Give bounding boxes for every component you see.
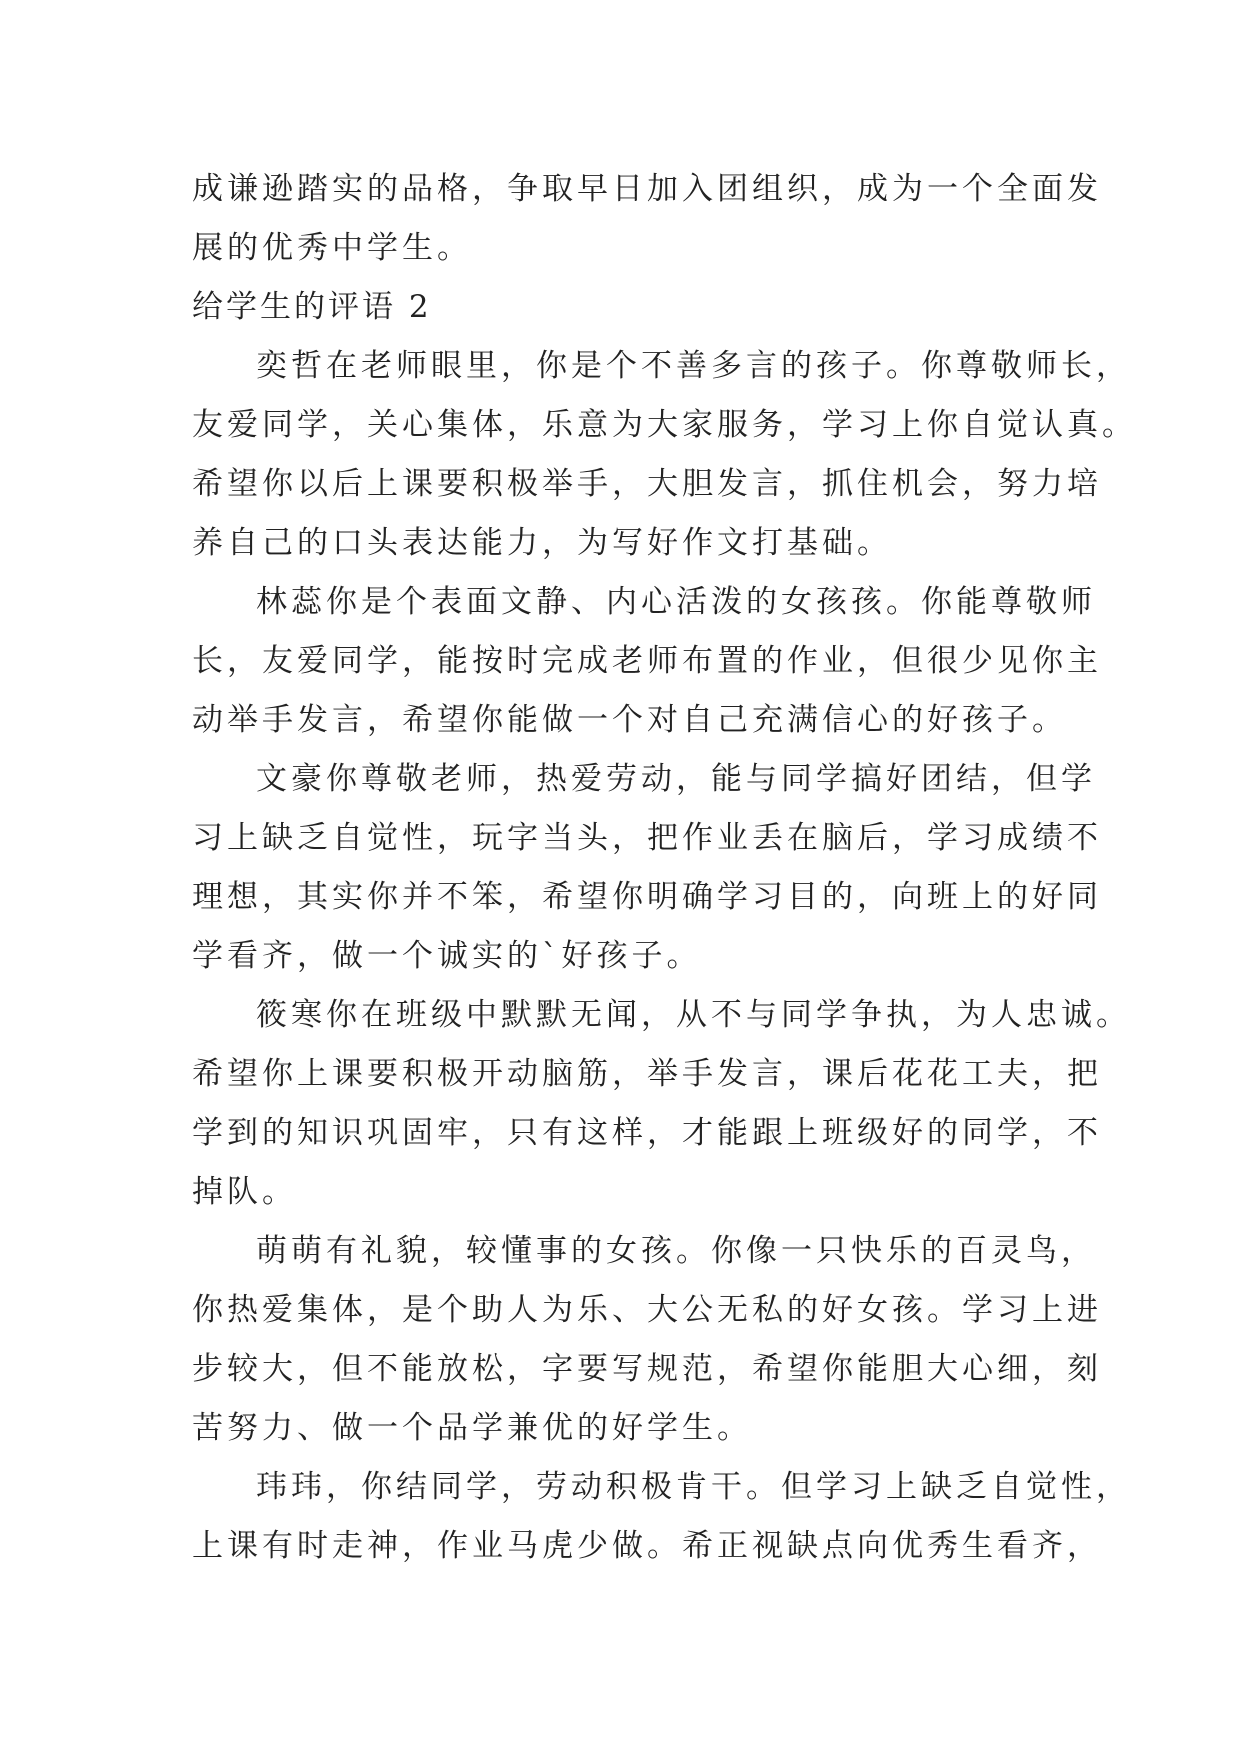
- text-line: 学看齐，做一个诚实的`好孩子。: [192, 938, 702, 974]
- text-line: 成谦逊踏实的品格，争取早日加入团组织，成为一个全面发: [192, 171, 1102, 207]
- comment-paragraph-5: [192, 1222, 1102, 1458]
- text-line: 掉队。: [192, 1174, 297, 1210]
- text-line: 希望你上课要积极开动脑筋，举手发言，课后花花工夫，把: [192, 1056, 1102, 1092]
- text-line: 理想，其实你并不笨，希望你明确学习目的，向班上的好同: [192, 879, 1102, 915]
- text-line: 奕哲在老师眼里，你是个不善多言的孩子。你尊敬师长，: [256, 348, 1131, 384]
- comment-paragraph-3: [192, 750, 1102, 986]
- text-line: 萌萌有礼貌，较懂事的女孩。你像一只快乐的百灵鸟，: [256, 1233, 1096, 1269]
- text-line: 养自己的口头表达能力，为写好作文打基础。: [192, 525, 892, 561]
- comment-paragraph-4: [192, 986, 1131, 1222]
- text-line: 希望你以后上课要积极举手，大胆发言，抓住机会，努力培: [192, 466, 1102, 502]
- text-line: 长，友爱同学，能按时完成老师布置的作业，但很少见你主: [192, 643, 1102, 679]
- intro-paragraph: [192, 160, 1102, 278]
- text-line: 文豪你尊敬老师，热爱劳动，能与同学搞好团结，但学: [256, 761, 1096, 797]
- text-line: 筱寒你在班级中默默无闻，从不与同学争执，为人忠诚。: [256, 997, 1131, 1033]
- text-line: 上课有时走神，作业马虎少做。希正视缺点向优秀生看齐，: [192, 1528, 1102, 1564]
- comment-paragraph-1: [192, 337, 1137, 573]
- comment-paragraph-6: [192, 1458, 1131, 1576]
- text-line: 苦努力、做一个品学兼优的好学生。: [192, 1410, 752, 1446]
- text-line: 你热爱集体，是个助人为乐、大公无私的好女孩。学习上进: [192, 1292, 1102, 1328]
- section-title: 给学生的评语 2: [192, 289, 432, 325]
- text-line: 动举手发言，希望你能做一个对自己充满信心的好孩子。: [192, 702, 1067, 738]
- comment-paragraph-2: [192, 573, 1102, 750]
- text-line: 步较大，但不能放松，字要写规范，希望你能胆大心细，刻: [192, 1351, 1102, 1387]
- text-line: 玮玮，你结同学，劳动积极肯干。但学习上缺乏自觉性，: [256, 1469, 1131, 1505]
- text-line: 习上缺乏自觉性，玩字当头，把作业丢在脑后，学习成绩不: [192, 820, 1102, 856]
- text-line: 展的优秀中学生。: [192, 230, 472, 266]
- text-line: 学到的知识巩固牢，只有这样，才能跟上班级好的同学，不: [192, 1115, 1102, 1151]
- document-body: [192, 160, 1137, 1576]
- text-line: 友爱同学，关心集体，乐意为大家服务，学习上你自觉认真。: [192, 407, 1137, 443]
- text-line: 林蕊你是个表面文静、内心活泼的女孩孩。你能尊敬师: [256, 584, 1096, 620]
